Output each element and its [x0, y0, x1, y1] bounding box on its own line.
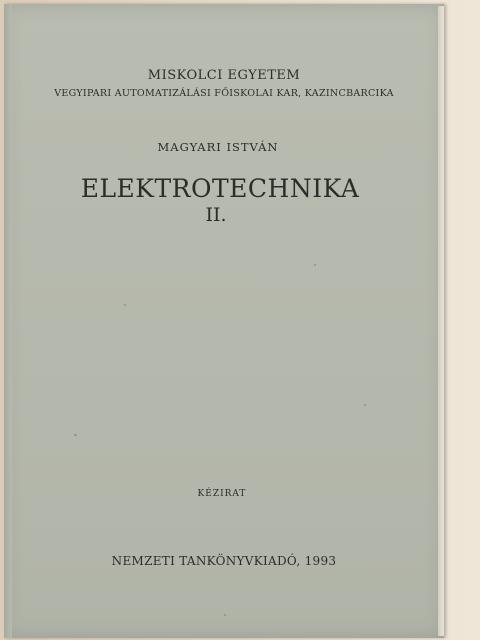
- page-edge: [438, 6, 444, 636]
- book-cover: [4, 4, 444, 638]
- university-name: MISKOLCI EGYETEM: [147, 68, 301, 83]
- publisher-line: NEMZETI TANKÖNYVKIADÓ, 1993: [111, 554, 337, 568]
- spine-edge: [4, 4, 12, 638]
- faculty-name: VEGYIPARI AUTOMATIZÁLÁSI FŐISKOLAI KAR, KAZINCBARCIKA: [54, 88, 394, 99]
- cover-speck: [314, 264, 316, 266]
- author-name: MAGYARI ISTVÁN: [157, 140, 279, 154]
- cover-speck: [224, 614, 226, 616]
- volume-number: II.: [205, 204, 227, 226]
- book-title: ELEKTROTECHNIKA: [80, 174, 360, 203]
- manuscript-note: KÉZIRAT: [197, 489, 247, 499]
- cover-speck: [364, 404, 366, 406]
- cover-speck: [74, 434, 77, 436]
- cover-speck: [124, 304, 126, 306]
